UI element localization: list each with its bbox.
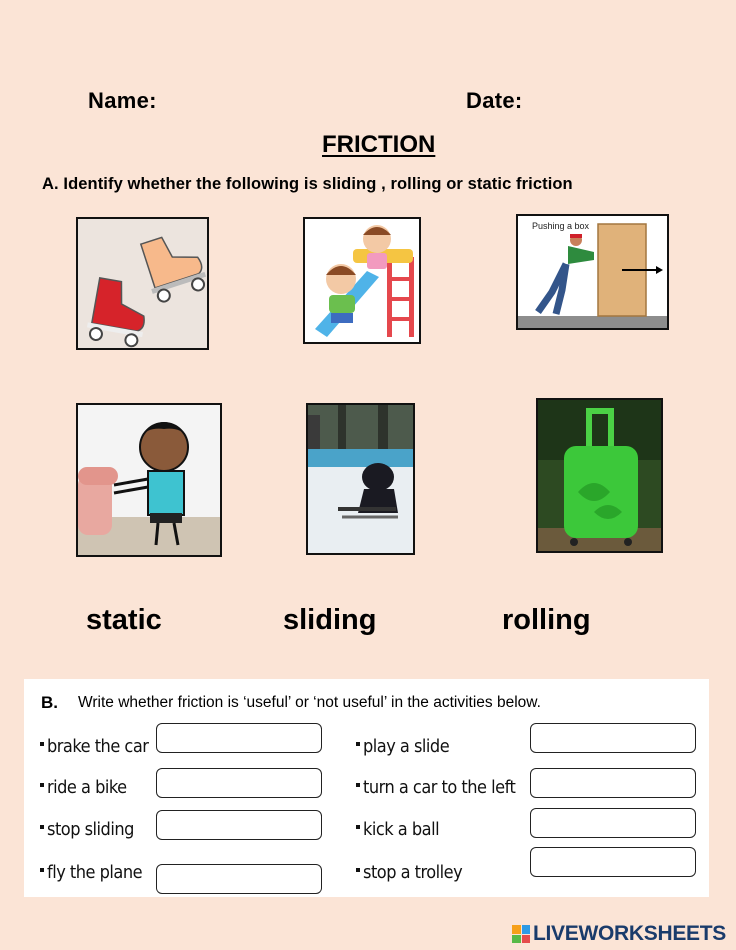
pushing-box-picture [516, 214, 669, 330]
sledding-picture [306, 403, 415, 555]
push-sofa-icon [78, 405, 220, 555]
bullet-icon [356, 825, 360, 829]
activity-left-4: fly the plane [40, 862, 142, 883]
bullet-icon [40, 825, 44, 829]
page-title: FRICTION [322, 131, 436, 158]
section-b-panel [24, 679, 709, 897]
section-b-heading: B. [41, 693, 58, 712]
liveworksheets-logo[interactable] [512, 922, 726, 946]
bullet-icon [40, 742, 44, 746]
word-bank-rolling: rolling [502, 604, 591, 636]
answer-box-right-3[interactable] [530, 808, 696, 838]
liveworksheets-logo-icon [512, 925, 530, 943]
answer-box-left-2[interactable] [156, 768, 322, 798]
answer-box-left-1[interactable] [156, 723, 322, 753]
activity-right-2: turn a car to the left [356, 777, 515, 798]
word-bank-sliding: sliding [283, 604, 377, 636]
slide-icon [305, 219, 419, 342]
answer-box-left-3[interactable] [156, 810, 322, 840]
activity-left-3: stop sliding [40, 819, 134, 840]
section-a-instruction: A. Identify whether the following is sliding , rolling or static friction [42, 175, 573, 193]
date-label: Date: [466, 88, 523, 113]
roller-skates-picture [76, 217, 209, 350]
bullet-icon [356, 783, 360, 787]
activity-right-3: kick a ball [356, 819, 439, 840]
bullet-icon [40, 783, 44, 787]
pushing-sofa-picture [76, 403, 222, 557]
push-box-icon [518, 216, 667, 328]
logo-text: LIVEWORKSHEETS [533, 922, 726, 945]
answer-box-left-4[interactable] [156, 864, 322, 894]
bullet-icon [356, 742, 360, 746]
bullet-icon [40, 868, 44, 872]
activity-right-4: stop a trolley [356, 862, 462, 883]
activity-left-2: ride a bike [40, 777, 127, 798]
name-label: Name: [88, 88, 157, 113]
answer-box-right-2[interactable] [530, 768, 696, 798]
suitcase-icon [538, 400, 661, 551]
green-suitcase-picture [536, 398, 663, 553]
activity-right-1: play a slide [356, 736, 449, 757]
word-bank-static: static [86, 604, 162, 636]
roller-skates-icon [78, 219, 207, 348]
answer-box-right-1[interactable] [530, 723, 696, 753]
section-b-instruction: Write whether friction is ‘useful’ or ‘not useful’ in the activities below. [78, 694, 541, 711]
bullet-icon [356, 868, 360, 872]
kids-on-slide-picture [303, 217, 421, 344]
pushing-box-caption: Pushing a box [532, 221, 590, 231]
sled-icon [308, 405, 413, 553]
activity-left-1: brake the car [40, 736, 148, 757]
answer-box-right-4[interactable] [530, 847, 696, 877]
